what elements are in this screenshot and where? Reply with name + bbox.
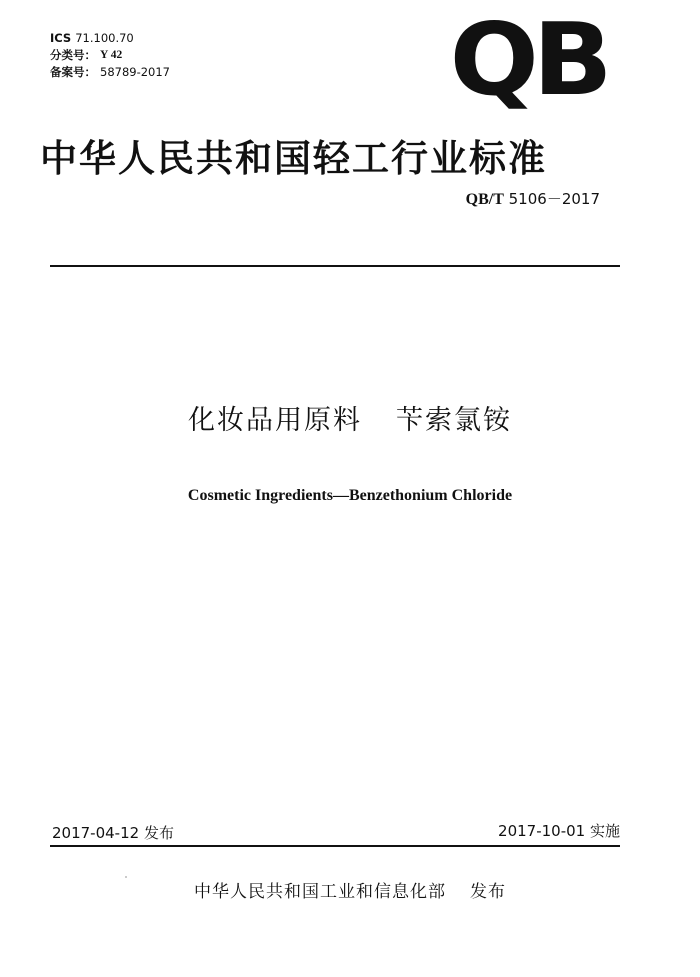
- implementation-date: 2017-10-01 实施: [498, 822, 620, 840]
- document-title-en: Cosmetic Ingredients—Benzethonium Chloride: [187, 487, 513, 504]
- document-metadata: [50, 30, 170, 81]
- issue-date: 2017-04-12 发布: [52, 824, 174, 842]
- qb-logo: QB: [449, 1, 607, 118]
- standard-code: [440, 188, 600, 209]
- publisher-name: 中华人民共和国工业和信息化部: [194, 882, 446, 902]
- classification-line: [50, 47, 170, 64]
- document-title-cn: [0, 398, 700, 437]
- record-value: 58789-2017: [100, 65, 170, 79]
- standard-code-prefix: QB/T: [465, 191, 504, 208]
- record-line: [50, 64, 170, 81]
- classification-label: 分类号：: [50, 48, 96, 62]
- record-label: 备案号：: [50, 65, 96, 79]
- ics-label: ICS: [50, 31, 72, 45]
- document-title-part1: 化妆品用原料: [188, 405, 362, 436]
- standard-code-number: 5106－2017: [503, 190, 600, 208]
- document-title-part2: 苄索氯铵: [396, 405, 512, 436]
- ics-line: [50, 30, 170, 47]
- publisher-line: [0, 877, 700, 902]
- ics-value: 71.100.70: [75, 31, 134, 45]
- top-divider: [50, 265, 620, 267]
- publisher-action: 发布: [470, 882, 506, 902]
- standard-category-title: 中华人民共和国轻工行业标准: [40, 137, 547, 180]
- bottom-divider: [50, 845, 620, 847]
- classification-value: Y 42: [100, 49, 123, 61]
